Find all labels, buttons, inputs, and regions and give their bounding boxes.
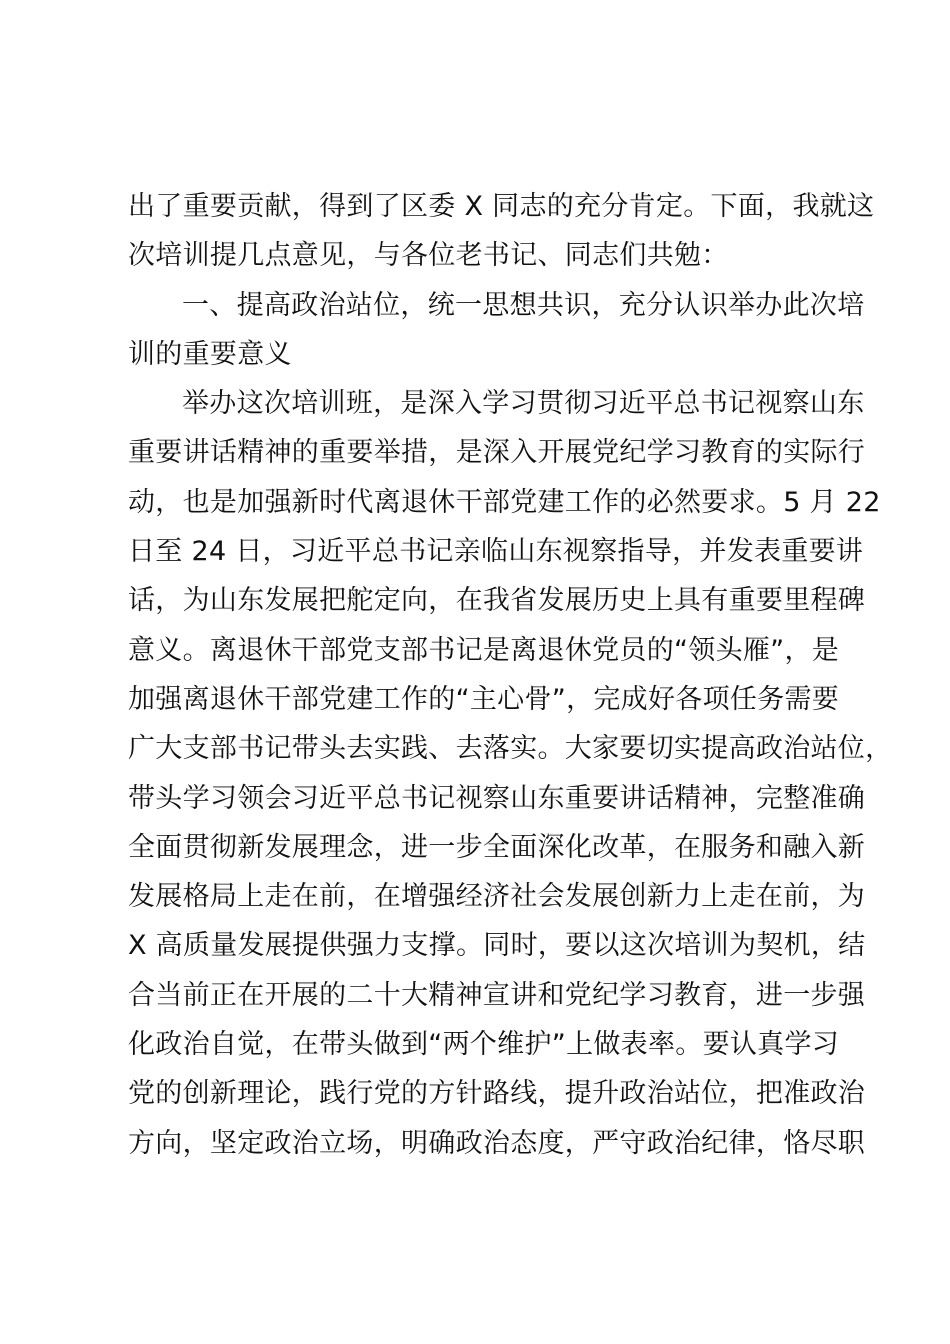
text-line: 加强离退休干部党建工作的“主心骨”，完成好各项任务需要 <box>128 683 840 715</box>
heading-line: 训的重要意义 <box>128 338 292 370</box>
text-line: 方向，坚定政治立场，明确政治态度，严守政治纪律，恪尽职 <box>128 1127 866 1159</box>
text-line: 出了重要贡献，得到了区委 X 同志的充分肯定。下面，我就这 <box>128 191 875 222</box>
text-line: 带头学习领会习近平总书记视察山东重要讲话精神，完整准确 <box>128 782 866 814</box>
text-line: 化政治自觉，在带头做到“两个维护”上做表率。要认真学习 <box>128 1029 840 1061</box>
text-line: 重要讲话精神的重要举措，是深入开展党纪学习教育的实际行 <box>128 437 866 469</box>
text-line: 动，也是加强新时代离退休干部党建工作的必然要求。5 月 22 <box>128 486 881 518</box>
text-line: 广大支部书记带头去实践、去落实。大家要切实提高政治站位， <box>128 733 893 765</box>
document-body <box>128 182 893 1168</box>
paragraph-body <box>128 379 893 1168</box>
text-line: 党的创新理论，践行党的方针路线，提升政治站位，把准政治 <box>128 1078 866 1110</box>
text-line: X 高质量发展提供强力支撑。同时，要以这次培训为契机，结 <box>128 930 866 962</box>
text-line: 意义。离退休干部党支部书记是离退休党员的“领头雁”，是 <box>128 634 840 666</box>
text-line: 发展格局上走在前，在增强经济社会发展创新力上走在前，为 <box>128 881 866 913</box>
text-line: 举办这次培训班，是深入学习贯彻习近平总书记视察山东 <box>182 388 865 420</box>
text-line: 合当前正在开展的二十大精神宣讲和党纪学习教育，进一步强 <box>128 979 866 1011</box>
text-line: 次培训提几点意见，与各位老书记、同志们共勉： <box>128 240 729 272</box>
text-line: 话，为山东发展把舵定向，在我省发展历史上具有重要里程碑 <box>128 585 866 617</box>
heading-line: 一、提高政治站位，统一思想共识，充分认识举办此次培 <box>182 289 865 321</box>
section-heading <box>128 281 865 380</box>
paragraph-intro <box>128 182 875 281</box>
text-line: 全面贯彻新发展理念，进一步全面深化改革，在服务和融入新 <box>128 831 866 863</box>
text-line: 日至 24 日，习近平总书记亲临山东视察指导，并发表重要讲 <box>128 536 864 568</box>
